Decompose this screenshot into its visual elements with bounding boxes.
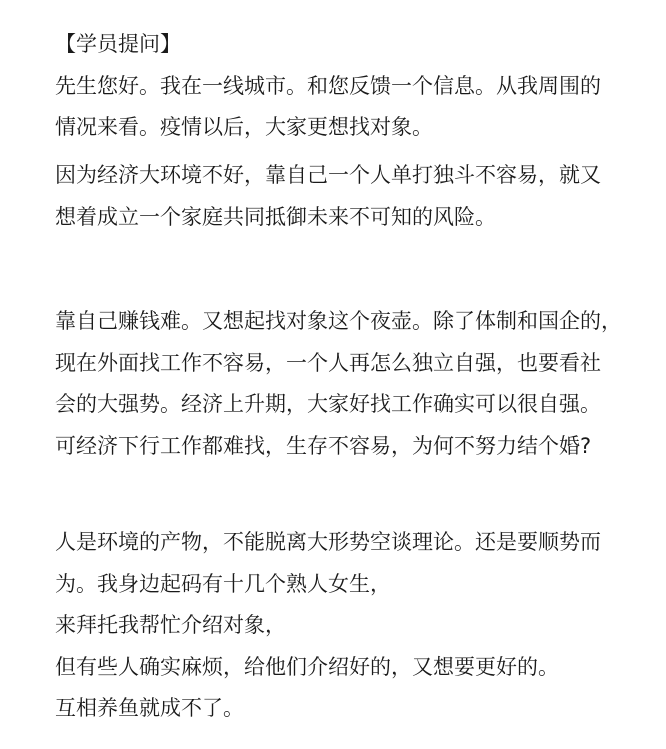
paragraph-4-line-3: 来拜托我帮忙介绍对象， [55, 613, 286, 637]
paragraph-2-line-1: 因为经济大环境不好，靠自己一个人单打独斗不容易，就又 [55, 163, 601, 187]
paragraph-4-line-1: 人是环境的产物，不能脱离大形势空谈理论。还是要顺势而 [55, 530, 601, 554]
paragraph-1-line-1: 先生您好。我在一线城市。和您反馈一个信息。从我周围的 [55, 73, 601, 98]
paragraph-4-line-5: 互相养鱼就成不了。 [55, 696, 244, 720]
question-header-block [55, 24, 655, 149]
paragraph-2 [55, 155, 655, 238]
paragraph-4-line-2: 为。我身边起码有十几个熟人女生， [55, 571, 391, 596]
paragraph-3 [55, 301, 655, 467]
paragraph-3-line-1: 靠自己赚钱难。又想起找对象这个夜壶。除了体制和国企的， [55, 309, 622, 333]
paragraph-3-line-4: 可经济下行工作都难找，生存不容易，为何不努力结个婚? [55, 433, 592, 458]
question-header: 【学员提问】 [55, 32, 181, 56]
paragraph-4-line-4: 但有些人确实麻烦，给他们介绍好的，又想要更好的。 [55, 654, 559, 679]
paragraph-4 [55, 522, 655, 730]
paragraph-3-line-3: 会的大强势。经济上升期，大家好找工作确实可以很自强。 [55, 392, 601, 416]
paragraph-3-line-2: 现在外面找工作不容易，一个人再怎么独立自强，也要看社 [55, 350, 601, 375]
paragraph-1-line-2: 情况来看。疫情以后，大家更想找对象。 [55, 115, 433, 139]
paragraph-2-line-2: 想着成立一个家庭共同抵御未来不可知的风险。 [55, 204, 496, 229]
